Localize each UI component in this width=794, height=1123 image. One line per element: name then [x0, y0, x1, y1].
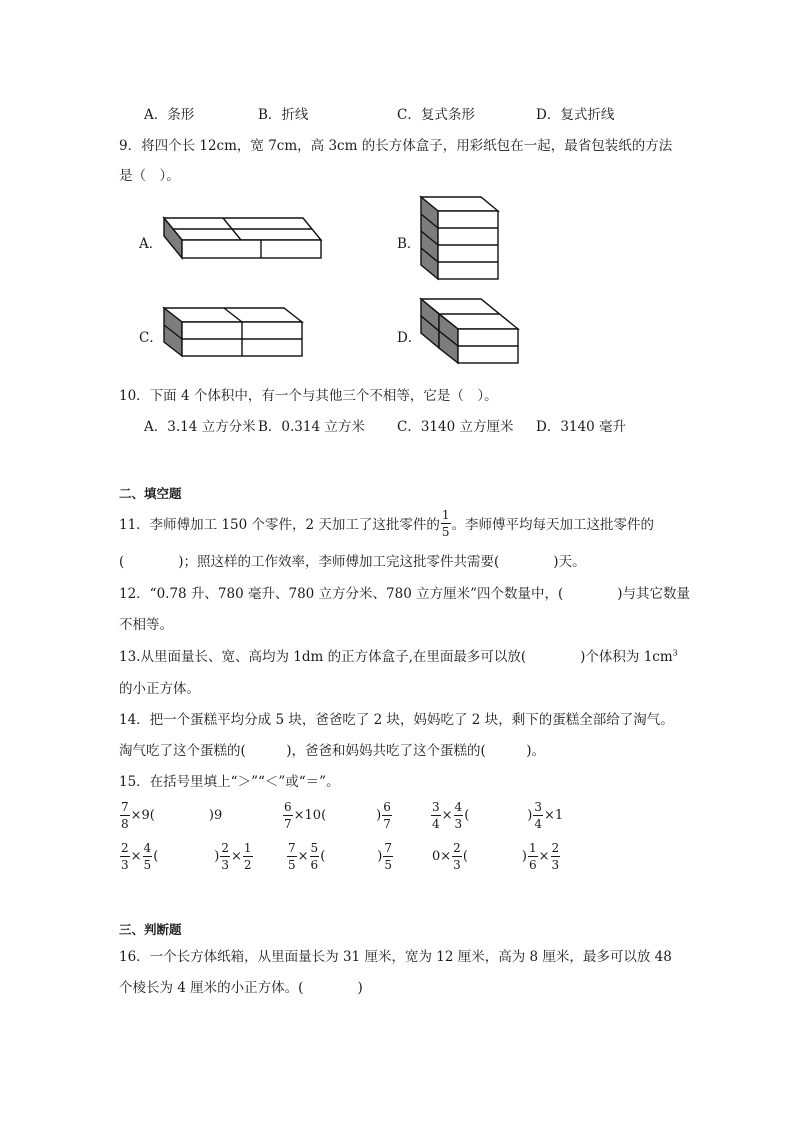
q14-stem-line1: 14．把一个蛋糕平均分成 5 块，爸爸吃了 2 块，妈妈吃了 2 块，剩下的蛋糕全部给了淘气。: [119, 712, 674, 728]
q11-stem-line1: [119, 509, 654, 537]
q15-item-2: $\frac{6}{7}$ ×10( ) $\frac{6}{7}$: [284, 799, 391, 831]
q8-option-a: A．条形: [144, 107, 195, 123]
q9-figure-a: [160, 214, 325, 264]
q11-fraction: $\frac{1}{5}$: [441, 507, 450, 539]
q12-stem-line1: 12．“0.78 升、780 毫升、780 立方分米、780 立方厘米”四个数量中，( )与其它数量: [119, 586, 691, 602]
q9-figure-d: [418, 296, 524, 366]
q12-stem-line2: 不相等。: [119, 617, 173, 633]
q15-item-4: $\frac{2}{3}$ × $\frac{4}{5}$ ( ) $\frac{2}{3}$ × $\frac{1}{2}$: [121, 840, 252, 872]
q11-stem-line2: ( )；照这样的工作效率，李师傅加工完这批零件共需要( )天。: [119, 554, 586, 570]
q10-option-b: B．0.314 立方米: [258, 419, 365, 435]
q9-label-c: C．: [139, 330, 163, 346]
q9-label-a: A．: [139, 236, 163, 252]
q9-label-d: D．: [397, 330, 422, 346]
q13-stem-line2: 的小正方体。: [119, 681, 200, 697]
q9-stem-line2: 是（ ）。: [119, 168, 180, 184]
q15-item-5: $\frac{7}{5}$ × $\frac{5}{6}$ ( ) $\frac{7}{5}$: [288, 840, 392, 872]
q9-figure-c: [160, 304, 308, 360]
q11-text-post: 。李师傅平均每天加工这批零件的: [451, 517, 655, 533]
q10-option-c: C．3140 立方厘米: [397, 419, 514, 435]
q16-stem-line1: 16．一个长方体纸箱，从里面量长为 31 厘米，宽为 12 厘米，高为 8 厘米，最多可以放 48: [119, 949, 672, 965]
q14-stem-line2: 淘气吃了这个蛋糕的( )，爸爸和妈妈共吃了这个蛋糕的( )。: [119, 743, 546, 759]
q15-item-1: $\frac{7}{8}$ ×9( )9: [121, 799, 223, 831]
q11-text-pre: 11．李师傅加工 150 个零件，2 天加工了这批零件的: [119, 517, 440, 533]
section-heading-true-false: 三、判断题: [119, 922, 182, 937]
q9-label-b: B．: [397, 236, 421, 252]
q9-figure-b: [418, 194, 503, 284]
q8-option-b: B．折线: [258, 107, 309, 123]
q9-stem-line1: 9．将四个长 12cm，宽 7cm，高 3cm 的长方体盒子，用彩纸包在一起，最省包装纸的方法: [119, 138, 673, 154]
q15-item-3: $\frac{3}{4}$ × $\frac{4}{3}$ ( ) $\frac{3}{4}$ ×1: [432, 799, 564, 831]
q10-option-d: D．3140 毫升: [536, 419, 626, 435]
q8-option-d: D．复式折线: [536, 107, 615, 123]
q15-stem: 15．在括号里填上“＞”“＜”或“＝”。: [119, 774, 340, 790]
q13-stem-line1: 13.从里面量长、宽、高均为 1dm 的正方体盒子,在里面最多可以放( )个体积为 $1cm^3$: [119, 648, 678, 665]
q15-item-6: 0× $\frac{2}{3}$ ( ) $\frac{1}{6}$ × $\frac{2}{3}$: [432, 840, 560, 872]
q8-option-c: C．复式条形: [397, 107, 475, 123]
section-heading-fill-in: 二、填空题: [119, 486, 182, 501]
q16-stem-line2: 个棱长为 4 厘米的小正方体。( ): [119, 980, 363, 996]
q10-stem: 10．下面 4 个体积中，有一个与其他三个不相等，它是（ ）。: [119, 388, 498, 404]
q10-option-a: A．3.14 立方分米: [144, 419, 256, 435]
